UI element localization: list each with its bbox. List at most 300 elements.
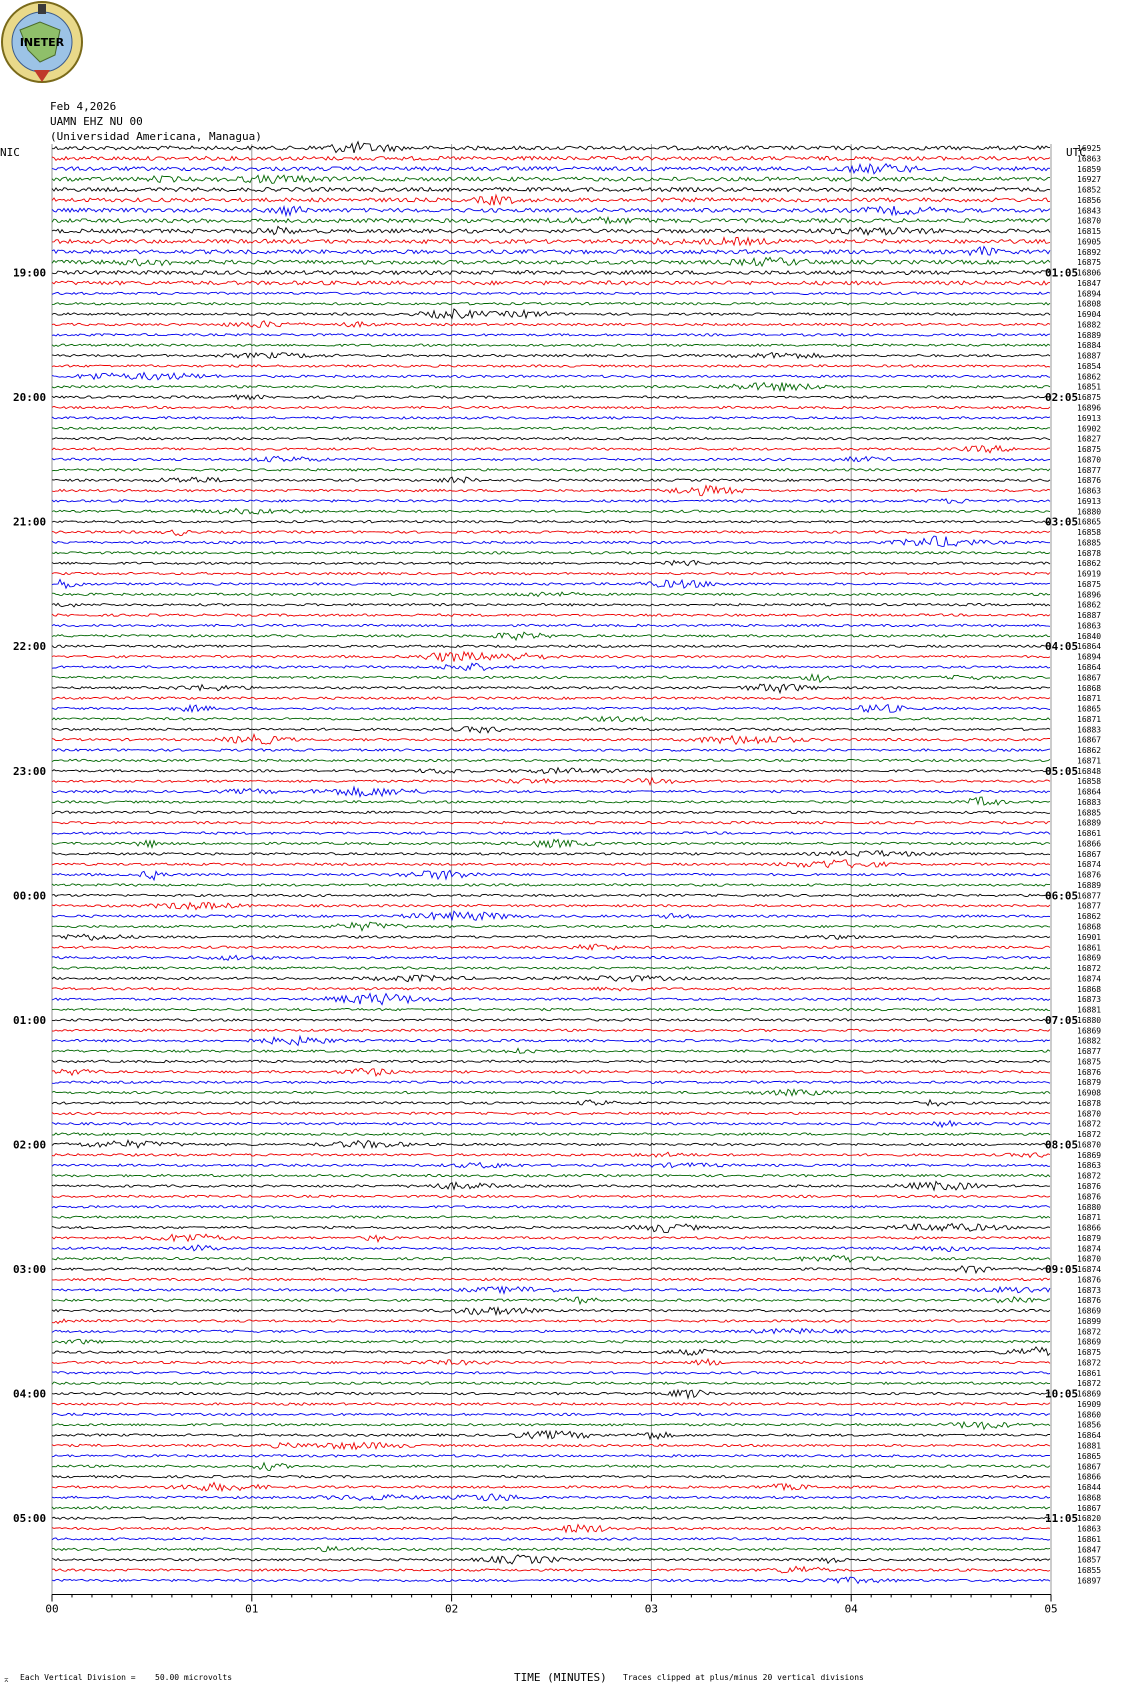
row-count-139: 16897 bbox=[1077, 1576, 1102, 1586]
trace-24 bbox=[52, 383, 1050, 392]
trace-112 bbox=[52, 1297, 1050, 1304]
row-count-73: 16877 bbox=[1077, 891, 1102, 901]
row-count-125: 16864 bbox=[1077, 1431, 1102, 1441]
left-time-label: 21:00 bbox=[13, 515, 47, 529]
x-tick-label: 02 bbox=[444, 1602, 459, 1616]
trace-107 bbox=[52, 1245, 1050, 1251]
row-count-13: 16806 bbox=[1077, 268, 1102, 278]
row-count-23: 16862 bbox=[1077, 372, 1102, 382]
left-time-label: 19:00 bbox=[13, 266, 47, 280]
trace-109 bbox=[52, 1266, 1050, 1273]
row-count-6: 16856 bbox=[1077, 195, 1102, 205]
trace-103 bbox=[52, 1206, 1050, 1208]
trace-72 bbox=[52, 884, 1050, 886]
trace-123 bbox=[52, 1413, 1050, 1415]
row-count-119: 16861 bbox=[1077, 1368, 1102, 1378]
trace-126 bbox=[52, 1442, 1050, 1449]
trace-88 bbox=[52, 1048, 1050, 1053]
left-time-label: 22:00 bbox=[13, 640, 47, 654]
row-count-32: 16877 bbox=[1077, 465, 1102, 475]
trace-111 bbox=[52, 1287, 1050, 1294]
trace-73 bbox=[52, 894, 1050, 896]
trace-55 bbox=[52, 705, 1050, 713]
trace-67 bbox=[52, 832, 1050, 834]
trace-64 bbox=[52, 797, 1050, 805]
trace-37 bbox=[52, 521, 1050, 523]
trace-69 bbox=[52, 851, 1050, 857]
right-time-label: 07:05 bbox=[1045, 1013, 1079, 1027]
trace-35 bbox=[52, 499, 1050, 503]
row-count-51: 16864 bbox=[1077, 663, 1102, 672]
row-count-40: 16878 bbox=[1077, 548, 1102, 558]
trace-96 bbox=[52, 1133, 1050, 1135]
trace-99 bbox=[52, 1163, 1050, 1169]
trace-83 bbox=[52, 994, 1050, 1005]
row-count-133: 16820 bbox=[1077, 1514, 1102, 1524]
left-time-label: 23:00 bbox=[13, 764, 47, 778]
row-count-44: 16896 bbox=[1077, 590, 1102, 600]
row-count-14: 16847 bbox=[1077, 278, 1102, 288]
trace-135 bbox=[52, 1538, 1050, 1540]
row-count-123: 16860 bbox=[1077, 1410, 1102, 1420]
row-count-115: 16872 bbox=[1077, 1327, 1102, 1337]
row-count-53: 16868 bbox=[1077, 683, 1102, 693]
trace-53 bbox=[52, 684, 1050, 693]
left-time-label: 20:00 bbox=[13, 391, 47, 405]
trace-18 bbox=[52, 321, 1050, 328]
row-count-66: 16889 bbox=[1077, 818, 1102, 828]
left-time-label: 04:00 bbox=[13, 1387, 47, 1401]
trace-54 bbox=[52, 697, 1050, 699]
right-time-label: 08:05 bbox=[1045, 1138, 1079, 1152]
trace-49 bbox=[52, 645, 1050, 647]
row-count-122: 16909 bbox=[1077, 1399, 1102, 1409]
trace-114 bbox=[52, 1319, 1050, 1323]
trace-125 bbox=[52, 1431, 1050, 1439]
row-count-28: 16902 bbox=[1077, 424, 1102, 434]
row-count-93: 16878 bbox=[1077, 1098, 1102, 1108]
trace-118 bbox=[52, 1359, 1050, 1365]
row-count-90: 16876 bbox=[1077, 1067, 1102, 1077]
trace-65 bbox=[52, 811, 1050, 813]
row-count-129: 16866 bbox=[1077, 1472, 1102, 1482]
row-count-128: 16867 bbox=[1077, 1462, 1102, 1472]
row-count-62: 16858 bbox=[1077, 777, 1102, 787]
division-note: Each Vertical Division = bbox=[20, 1673, 136, 1682]
trace-85 bbox=[52, 1019, 1050, 1021]
trace-121 bbox=[52, 1390, 1050, 1398]
trace-47 bbox=[52, 624, 1050, 626]
row-count-15: 16894 bbox=[1077, 289, 1102, 299]
trace-110 bbox=[52, 1278, 1050, 1280]
trace-26 bbox=[52, 406, 1050, 408]
row-count-71: 16876 bbox=[1077, 870, 1102, 880]
trace-87 bbox=[52, 1036, 1050, 1045]
row-count-41: 16862 bbox=[1077, 559, 1102, 569]
x-tick-label: 01 bbox=[245, 1602, 259, 1616]
row-count-21: 16887 bbox=[1077, 351, 1102, 361]
right-time-label: 04:05 bbox=[1045, 640, 1079, 654]
x-tick-label: 04 bbox=[844, 1602, 858, 1616]
row-count-69: 16867 bbox=[1077, 849, 1102, 859]
trace-105 bbox=[52, 1224, 1050, 1233]
trace-98 bbox=[52, 1152, 1050, 1157]
trace-5 bbox=[52, 188, 1050, 192]
row-count-57: 16883 bbox=[1077, 725, 1102, 735]
trace-97 bbox=[52, 1140, 1050, 1148]
trace-23 bbox=[52, 373, 1050, 380]
right-time-label: 06:05 bbox=[1045, 889, 1079, 903]
trace-131 bbox=[52, 1494, 1050, 1501]
left-time-label: 02:00 bbox=[13, 1138, 47, 1152]
trace-79 bbox=[52, 955, 1050, 960]
row-count-61: 16848 bbox=[1077, 766, 1102, 776]
row-count-56: 16871 bbox=[1077, 714, 1102, 724]
row-count-17: 16904 bbox=[1077, 310, 1102, 320]
row-count-45: 16862 bbox=[1077, 600, 1102, 610]
row-count-102: 16876 bbox=[1077, 1192, 1102, 1202]
row-count-36: 16880 bbox=[1077, 507, 1102, 517]
row-count-83: 16873 bbox=[1077, 995, 1102, 1005]
row-count-81: 16874 bbox=[1077, 974, 1102, 984]
trace-33 bbox=[52, 477, 1050, 483]
trace-34 bbox=[52, 486, 1050, 496]
trace-30 bbox=[52, 446, 1050, 453]
row-count-89: 16875 bbox=[1077, 1057, 1102, 1067]
trace-9 bbox=[52, 226, 1050, 234]
trace-36 bbox=[52, 509, 1050, 515]
row-count-59: 16862 bbox=[1077, 746, 1102, 756]
trace-42 bbox=[52, 572, 1050, 574]
row-count-20: 16884 bbox=[1077, 341, 1102, 351]
trace-46 bbox=[52, 614, 1050, 616]
trace-11 bbox=[52, 247, 1050, 256]
trace-138 bbox=[52, 1566, 1050, 1573]
trace-91 bbox=[52, 1081, 1050, 1083]
trace-51 bbox=[52, 663, 1050, 670]
trace-2 bbox=[52, 156, 1050, 160]
row-count-124: 16856 bbox=[1077, 1420, 1102, 1430]
trace-95 bbox=[52, 1121, 1050, 1127]
trace-31 bbox=[52, 456, 1050, 462]
row-count-31: 16870 bbox=[1077, 455, 1102, 465]
right-time-label: 11:05 bbox=[1045, 1512, 1079, 1526]
trace-66 bbox=[52, 822, 1050, 824]
row-count-84: 16881 bbox=[1077, 1005, 1102, 1015]
row-count-77: 16901 bbox=[1077, 932, 1102, 942]
row-count-70: 16874 bbox=[1077, 860, 1102, 870]
row-count-107: 16874 bbox=[1077, 1244, 1102, 1254]
row-count-114: 16899 bbox=[1077, 1316, 1102, 1326]
row-count-39: 16885 bbox=[1077, 538, 1102, 548]
row-count-29: 16827 bbox=[1077, 434, 1102, 444]
trace-56 bbox=[52, 717, 1050, 722]
row-count-120: 16872 bbox=[1077, 1379, 1102, 1389]
trace-71 bbox=[52, 870, 1050, 880]
row-count-106: 16879 bbox=[1077, 1233, 1102, 1243]
row-count-3: 16859 bbox=[1077, 164, 1102, 174]
row-count-99: 16863 bbox=[1077, 1161, 1102, 1171]
row-count-34: 16863 bbox=[1077, 486, 1102, 496]
row-count-94: 16870 bbox=[1077, 1109, 1102, 1119]
row-count-111: 16873 bbox=[1077, 1285, 1102, 1295]
trace-4 bbox=[52, 175, 1050, 183]
row-count-35: 16913 bbox=[1077, 496, 1102, 506]
row-count-10: 16905 bbox=[1077, 237, 1102, 247]
row-count-76: 16868 bbox=[1077, 922, 1102, 932]
row-count-110: 16876 bbox=[1077, 1275, 1102, 1285]
trace-133 bbox=[52, 1517, 1050, 1519]
trace-82 bbox=[52, 987, 1050, 991]
row-count-116: 16869 bbox=[1077, 1337, 1102, 1347]
trace-120 bbox=[52, 1382, 1050, 1384]
trace-7 bbox=[52, 206, 1050, 215]
trace-104 bbox=[52, 1216, 1050, 1218]
row-count-127: 16865 bbox=[1077, 1451, 1102, 1461]
logo-text: INETER bbox=[19, 36, 65, 49]
left-time-label: 03:00 bbox=[13, 1263, 47, 1277]
trace-15 bbox=[52, 292, 1050, 294]
trace-27 bbox=[52, 417, 1050, 419]
trace-1 bbox=[52, 142, 1050, 153]
trace-130 bbox=[52, 1483, 1050, 1491]
trace-12 bbox=[52, 257, 1050, 266]
row-count-33: 16876 bbox=[1077, 476, 1102, 486]
row-count-118: 16872 bbox=[1077, 1358, 1102, 1368]
row-count-37: 16865 bbox=[1077, 517, 1102, 527]
row-count-104: 16871 bbox=[1077, 1213, 1102, 1223]
row-count-47: 16863 bbox=[1077, 621, 1102, 631]
trace-32 bbox=[52, 469, 1050, 471]
trace-136 bbox=[52, 1547, 1050, 1552]
right-time-label: 10:05 bbox=[1045, 1387, 1079, 1401]
trace-19 bbox=[52, 334, 1050, 336]
row-count-130: 16844 bbox=[1077, 1483, 1102, 1493]
trace-106 bbox=[52, 1234, 1050, 1242]
row-count-80: 16872 bbox=[1077, 964, 1102, 974]
trace-59 bbox=[52, 749, 1050, 751]
row-count-132: 16867 bbox=[1077, 1503, 1102, 1513]
trace-38 bbox=[52, 530, 1050, 536]
trace-3 bbox=[52, 164, 1050, 174]
trace-139 bbox=[52, 1577, 1050, 1583]
row-count-49: 16864 bbox=[1077, 642, 1102, 652]
footer-marker: ⌅ bbox=[4, 1675, 9, 1684]
row-count-121: 16869 bbox=[1077, 1389, 1102, 1399]
row-count-16: 16808 bbox=[1077, 299, 1102, 309]
row-count-135: 16861 bbox=[1077, 1534, 1102, 1544]
trace-50 bbox=[52, 652, 1050, 662]
right-time-label: 03:05 bbox=[1045, 515, 1079, 529]
row-count-4: 16927 bbox=[1077, 175, 1102, 185]
channel-label: UAMN EHZ NU 00 bbox=[50, 115, 143, 128]
trace-76 bbox=[52, 922, 1050, 930]
trace-20 bbox=[52, 344, 1050, 346]
row-count-91: 16879 bbox=[1077, 1078, 1102, 1088]
row-count-131: 16868 bbox=[1077, 1493, 1102, 1503]
left-zone-label: NIC bbox=[0, 146, 20, 159]
row-count-74: 16877 bbox=[1077, 901, 1102, 911]
division-value: 50.00 microvolts bbox=[155, 1673, 233, 1682]
trace-28 bbox=[52, 427, 1050, 429]
trace-84 bbox=[52, 1008, 1050, 1010]
trace-60 bbox=[52, 759, 1050, 761]
trace-86 bbox=[52, 1029, 1050, 1031]
row-count-43: 16875 bbox=[1077, 579, 1102, 589]
trace-22 bbox=[52, 365, 1050, 367]
row-count-48: 16840 bbox=[1077, 631, 1102, 641]
row-count-63: 16864 bbox=[1077, 787, 1102, 797]
row-count-78: 16861 bbox=[1077, 943, 1102, 953]
row-count-27: 16913 bbox=[1077, 413, 1102, 423]
left-time-label: 05:00 bbox=[13, 1512, 47, 1526]
row-count-86: 16869 bbox=[1077, 1026, 1102, 1036]
trace-52 bbox=[52, 674, 1050, 682]
clip-note: Traces clipped at plus/minus 20 vertical divisions bbox=[623, 1673, 864, 1682]
row-count-108: 16870 bbox=[1077, 1254, 1102, 1264]
right-time-label: 01:05 bbox=[1045, 266, 1079, 280]
trace-92 bbox=[52, 1089, 1050, 1095]
row-count-79: 16869 bbox=[1077, 953, 1102, 963]
trace-108 bbox=[52, 1255, 1050, 1262]
row-count-12: 16875 bbox=[1077, 258, 1102, 268]
trace-48 bbox=[52, 632, 1050, 640]
trace-100 bbox=[52, 1174, 1050, 1176]
row-count-2: 16863 bbox=[1077, 154, 1102, 164]
row-count-25: 16875 bbox=[1077, 393, 1102, 403]
row-count-60: 16871 bbox=[1077, 756, 1102, 766]
trace-61 bbox=[52, 768, 1050, 774]
trace-116 bbox=[52, 1339, 1050, 1344]
trace-6 bbox=[52, 195, 1050, 205]
trace-68 bbox=[52, 840, 1050, 848]
trace-57 bbox=[52, 727, 1050, 733]
row-count-98: 16869 bbox=[1077, 1150, 1102, 1160]
trace-29 bbox=[52, 438, 1050, 440]
row-count-85: 16880 bbox=[1077, 1015, 1102, 1025]
trace-25 bbox=[52, 395, 1050, 400]
row-count-54: 16871 bbox=[1077, 694, 1102, 704]
trace-39 bbox=[52, 536, 1050, 546]
row-count-5: 16852 bbox=[1077, 185, 1102, 195]
row-count-88: 16877 bbox=[1077, 1047, 1102, 1057]
trace-78 bbox=[52, 944, 1050, 950]
row-count-30: 16875 bbox=[1077, 445, 1102, 455]
row-count-75: 16862 bbox=[1077, 912, 1102, 922]
trace-113 bbox=[52, 1307, 1050, 1314]
trace-63 bbox=[52, 787, 1050, 797]
trace-134 bbox=[52, 1525, 1050, 1533]
right-zone-label: UTC bbox=[1066, 146, 1086, 159]
row-count-52: 16867 bbox=[1077, 673, 1102, 683]
row-count-103: 16880 bbox=[1077, 1202, 1102, 1212]
trace-90 bbox=[52, 1069, 1050, 1076]
trace-122 bbox=[52, 1403, 1050, 1405]
row-count-26: 16896 bbox=[1077, 403, 1102, 413]
x-tick-label: 05 bbox=[1044, 1602, 1058, 1616]
row-count-38: 16858 bbox=[1077, 528, 1102, 538]
trace-93 bbox=[52, 1100, 1050, 1106]
right-time-label: 05:05 bbox=[1045, 764, 1079, 778]
trace-124 bbox=[52, 1422, 1050, 1429]
trace-62 bbox=[52, 778, 1050, 785]
row-count-92: 16908 bbox=[1077, 1088, 1102, 1098]
trace-81 bbox=[52, 975, 1050, 982]
trace-129 bbox=[52, 1475, 1050, 1477]
row-count-11: 16892 bbox=[1077, 247, 1102, 257]
row-count-65: 16885 bbox=[1077, 808, 1102, 818]
row-count-50: 16894 bbox=[1077, 652, 1102, 662]
row-count-97: 16870 bbox=[1077, 1140, 1102, 1150]
trace-132 bbox=[52, 1507, 1050, 1509]
row-count-72: 16889 bbox=[1077, 880, 1102, 890]
station-label: (Universidad Americana, Managua) bbox=[50, 130, 262, 143]
row-count-19: 16889 bbox=[1077, 330, 1102, 340]
trace-13 bbox=[52, 271, 1050, 275]
trace-43 bbox=[52, 580, 1050, 589]
trace-128 bbox=[52, 1463, 1050, 1471]
row-count-101: 16876 bbox=[1077, 1182, 1102, 1191]
trace-44 bbox=[52, 592, 1050, 596]
row-count-126: 16881 bbox=[1077, 1441, 1102, 1451]
right-time-label: 09:05 bbox=[1045, 1263, 1079, 1277]
trace-101 bbox=[52, 1181, 1050, 1190]
row-count-18: 16882 bbox=[1077, 320, 1102, 330]
trace-21 bbox=[52, 353, 1050, 359]
row-count-9: 16815 bbox=[1077, 227, 1102, 237]
trace-119 bbox=[52, 1372, 1050, 1374]
x-tick-label: 03 bbox=[644, 1602, 659, 1616]
row-count-22: 16854 bbox=[1077, 361, 1102, 371]
row-count-55: 16865 bbox=[1077, 704, 1102, 714]
trace-80 bbox=[52, 967, 1050, 969]
row-count-95: 16872 bbox=[1077, 1119, 1102, 1129]
trace-70 bbox=[52, 860, 1050, 868]
row-count-113: 16869 bbox=[1077, 1306, 1102, 1316]
date-label: Feb 4,2026 bbox=[50, 100, 117, 113]
trace-89 bbox=[52, 1060, 1050, 1062]
row-count-112: 16876 bbox=[1077, 1296, 1102, 1306]
row-count-42: 16919 bbox=[1077, 569, 1102, 579]
row-count-96: 16872 bbox=[1077, 1130, 1102, 1140]
row-count-137: 16857 bbox=[1077, 1555, 1102, 1565]
trace-58 bbox=[52, 734, 1050, 744]
trace-17 bbox=[52, 309, 1050, 318]
trace-45 bbox=[52, 603, 1050, 607]
trace-10 bbox=[52, 237, 1050, 245]
trace-14 bbox=[52, 281, 1050, 285]
trace-115 bbox=[52, 1329, 1050, 1334]
row-count-87: 16882 bbox=[1077, 1036, 1102, 1046]
trace-77 bbox=[52, 934, 1050, 940]
left-time-label: 00:00 bbox=[13, 889, 47, 903]
trace-41 bbox=[52, 560, 1050, 565]
row-count-1: 16925 bbox=[1077, 144, 1102, 153]
trace-16 bbox=[52, 303, 1050, 305]
row-count-46: 16887 bbox=[1077, 611, 1102, 621]
x-tick-label: 00 bbox=[45, 1602, 59, 1616]
right-time-label: 02:05 bbox=[1045, 391, 1079, 405]
row-count-117: 16875 bbox=[1077, 1348, 1102, 1358]
row-count-64: 16883 bbox=[1077, 797, 1102, 807]
row-count-105: 16866 bbox=[1077, 1223, 1102, 1233]
trace-75 bbox=[52, 911, 1050, 920]
x-axis-title: TIME (MINUTES) bbox=[514, 1671, 607, 1684]
trace-117 bbox=[52, 1347, 1050, 1356]
trace-40 bbox=[52, 552, 1050, 554]
row-count-134: 16863 bbox=[1077, 1524, 1102, 1534]
row-count-82: 16868 bbox=[1077, 984, 1102, 994]
